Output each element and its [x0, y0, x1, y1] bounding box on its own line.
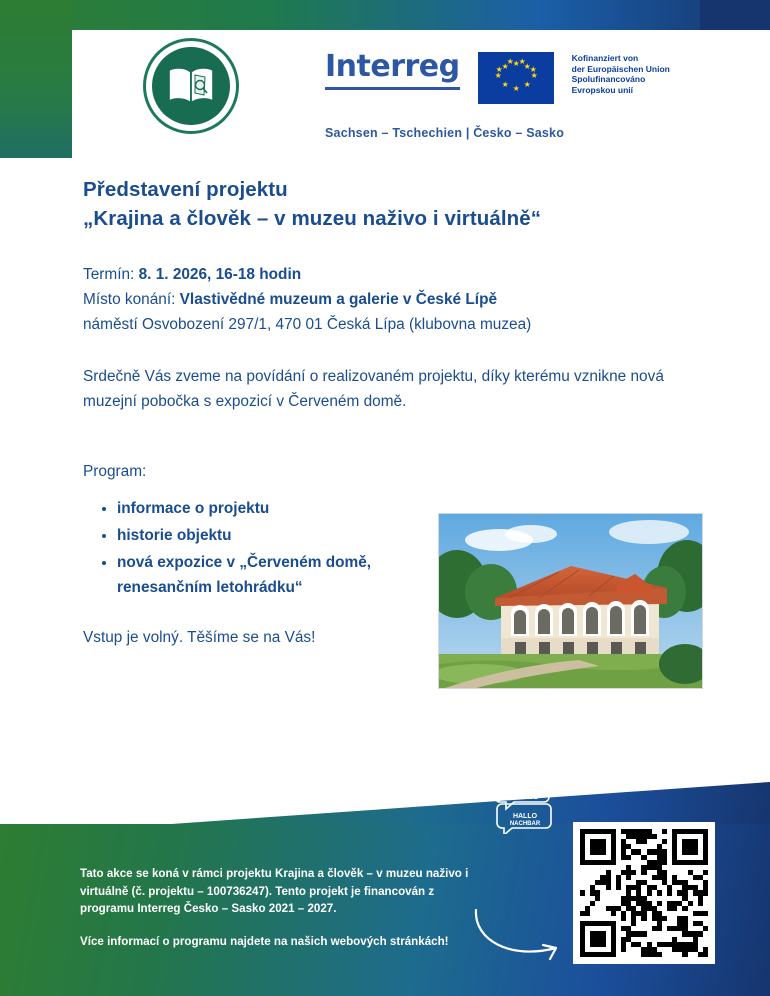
program-label: Program:	[83, 462, 147, 480]
curved-arrow-icon	[470, 904, 580, 966]
list-item: • nová expozice v „Červeném domě, renesančním letohrádku“	[117, 551, 413, 601]
eu-flag-icon: ★ ★ ★ ★ ★ ★ ★ ★ ★ ★ ★ ★	[478, 52, 554, 104]
svg-text:NACHBAR: NACHBAR	[509, 821, 541, 827]
ahoj-sousede-badge	[492, 774, 554, 834]
museum-logo	[143, 38, 239, 134]
museum-book-icon	[152, 47, 230, 125]
eu-funding-line-2: der Europäischen Union	[571, 63, 670, 74]
event-address: náměstí Osvobození 297/1, 470 01 Česká Lípa (klubovna muzea)	[83, 316, 532, 334]
footer-text	[80, 865, 480, 950]
footer-paragraph-2: Více informací o programu najdete na našich webových stránkách!	[80, 934, 449, 948]
qr-code[interactable]	[573, 822, 715, 964]
event-place-row	[83, 288, 703, 313]
eu-funding-text	[572, 52, 670, 96]
eu-funding-line-3: Spolufinancováno	[571, 74, 646, 85]
svg-text:SOUSEDE: SOUSEDE	[508, 795, 538, 801]
badge-text-top: AHOJ	[513, 787, 533, 794]
eu-funding-line-1: Kofinanziert von	[571, 53, 639, 63]
qr-code-grid	[580, 829, 708, 957]
list-item: • informace o projektu	[117, 497, 413, 522]
place-label: Místo konání:	[83, 291, 176, 309]
event-details	[83, 263, 703, 338]
footer-paragraph-1: Tato akce se koná v rámci projektu Krajina a člověk – v muzeu naživo i virtuálně (č. projektu – 100736247). Tento projekt je financován z programu Interreg Česko – Sasko 2021 – 2027.	[80, 867, 469, 915]
place-value: Vlastivědné muzeum a galerie v České Lípě	[179, 291, 498, 309]
date-label: Termín:	[83, 266, 135, 284]
list-item: • historie objektu	[117, 524, 413, 549]
page-title	[83, 175, 703, 233]
invitation-text: Srdečně Vás zveme na povídání o realizovaném projektu, díky kterému vznikne nová muzejní pobočka s expozicí v Červeném domě.	[83, 368, 664, 411]
title-line-1: Představení projektu	[83, 178, 288, 201]
event-date-row	[83, 263, 703, 288]
title-line-2: „Krajina a člověk – v muzeu naživo i virtuálně“	[83, 207, 542, 231]
program-subtitle: Sachsen – Tschechien | Česko – Sasko	[325, 126, 565, 140]
closing-text: Vstup je volný. Těšíme se na Vás!	[83, 628, 316, 646]
eu-funding-line-4: Evropskou unií	[571, 85, 634, 96]
interreg-wordmark: Interreg	[325, 49, 460, 84]
badge-text-bottom: HALLO	[512, 813, 538, 820]
top-left-green-block	[0, 0, 72, 158]
venue-photo	[438, 513, 703, 689]
program-list	[83, 497, 413, 601]
date-value: 8. 1. 2026, 16-18 hodin	[138, 266, 302, 284]
interreg-logo-block	[325, 49, 725, 140]
